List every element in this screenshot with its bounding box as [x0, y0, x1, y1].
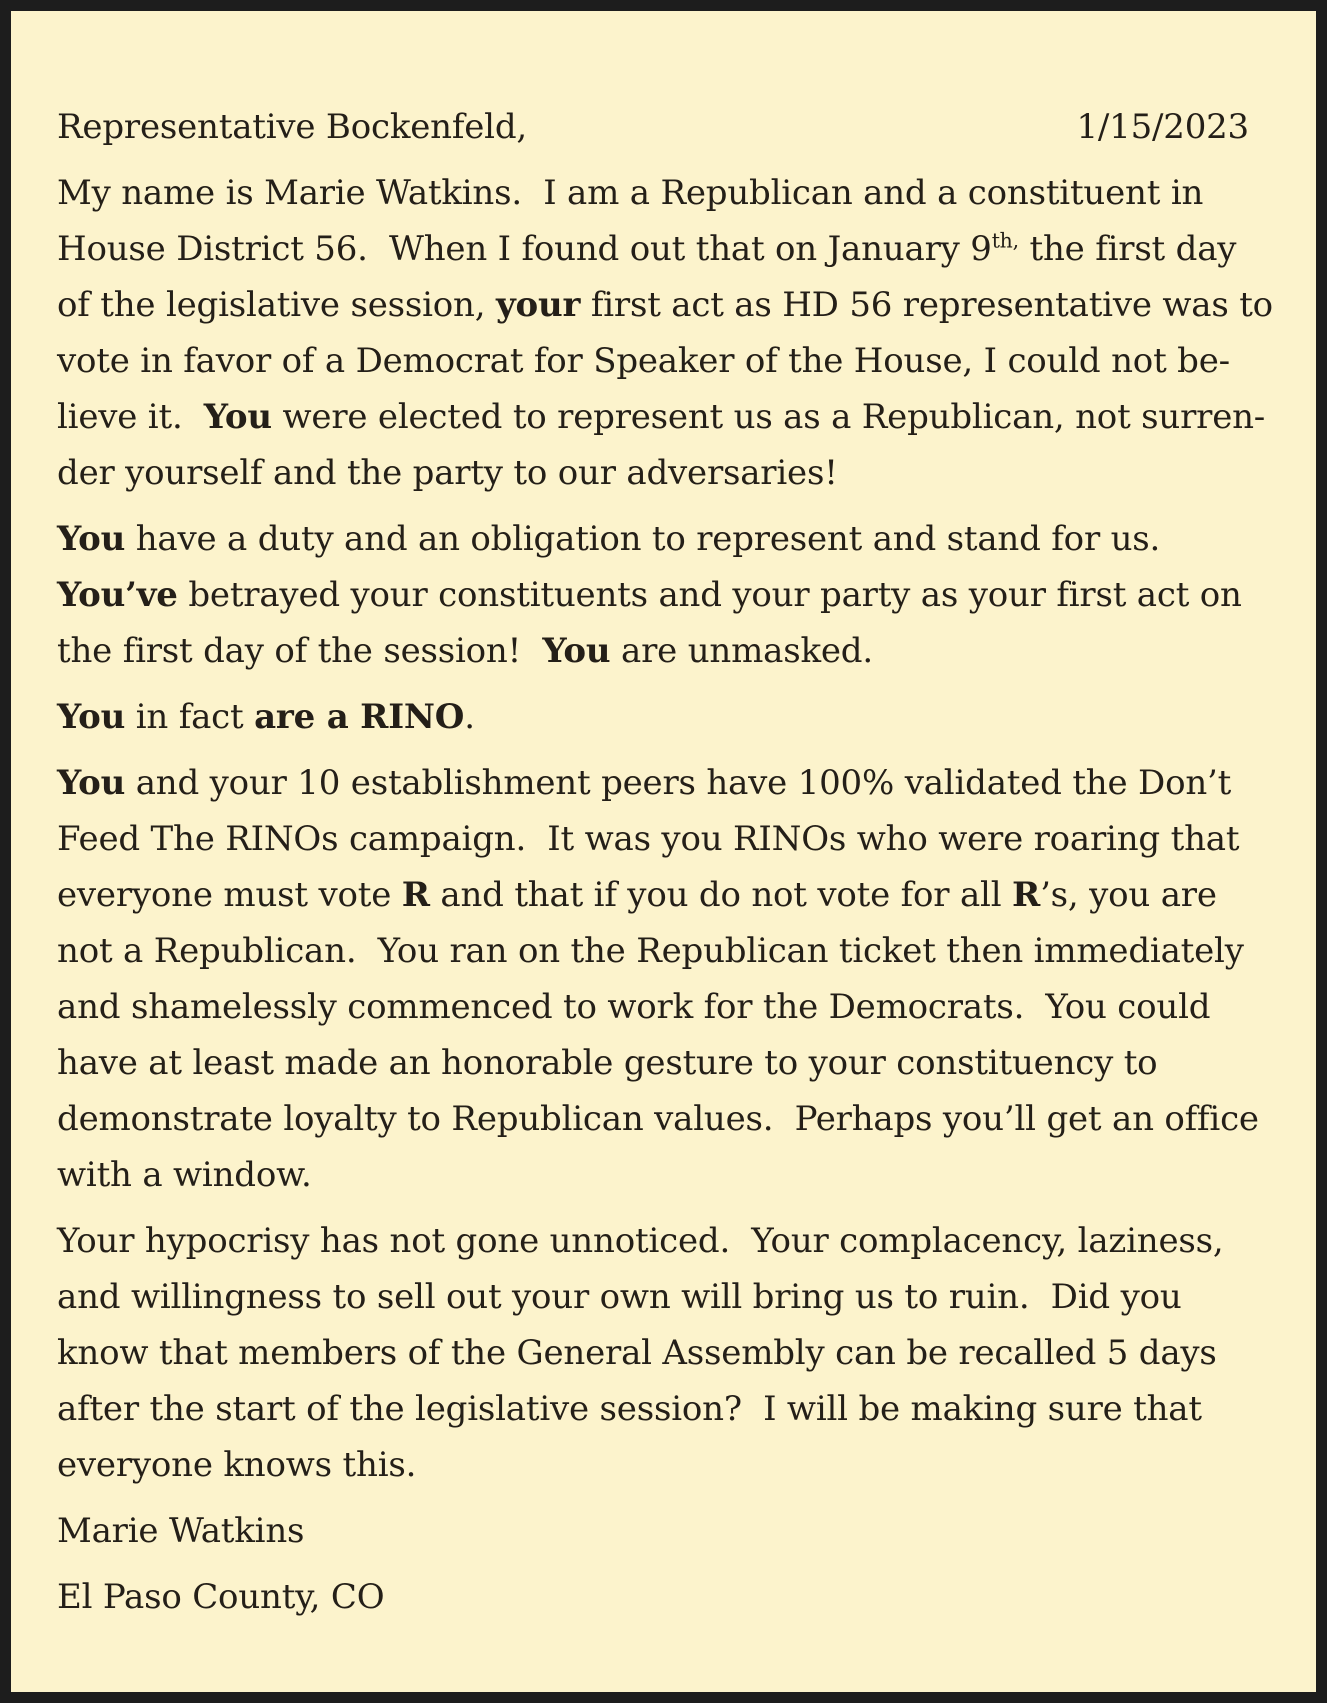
text-line: know that members of the General Assembly can be recalled 5 days: [57, 1333, 1217, 1373]
signature-block: [57, 1503, 1304, 1625]
text-line: You and your 10 establishment peers have 100% validated the Don’t: [57, 763, 1232, 803]
text-line: not a Republican. You ran on the Republican ticket then immediately: [57, 931, 1244, 971]
text-line: have at least made an honorable gesture to your constituency to: [57, 1043, 1158, 1083]
paragraph: [57, 511, 1304, 679]
text-line: demonstrate loyalty to Republican values. Perhaps you’ll get an office: [57, 1099, 1259, 1139]
paragraph: [57, 689, 1304, 745]
text-line: Your hypocrisy has not gone unnoticed. Your complacency, laziness,: [57, 1221, 1224, 1261]
text-line: and shamelessly commenced to work for the Democrats. You could: [57, 987, 1211, 1027]
paragraph: [57, 165, 1304, 501]
text-line: everyone must vote R and that if you do not vote for all R’s, you are: [57, 875, 1217, 915]
text-line: everyone knows this.: [57, 1445, 417, 1485]
text-line: and willingness to sell out your own will bring us to ruin. Did you: [57, 1277, 1182, 1317]
text-line: der yourself and the party to our adversaries!: [57, 453, 838, 493]
text-line: House District 56. When I found out that on January $9^{th,}$ the first day: [57, 228, 1237, 269]
text-line: after the start of the legislative session? I will be making sure that: [57, 1389, 1202, 1429]
letter-header: [57, 99, 1304, 155]
paragraph: [57, 755, 1304, 1203]
text-line: lieve it. You were elected to represent us as a Republican, not surren-: [57, 397, 1266, 437]
signature-line: Marie Watkins: [57, 1511, 305, 1551]
text-line: You have a duty and an obligation to represent and stand for us.: [57, 519, 1161, 559]
letter-body: [57, 165, 1304, 1493]
text-line: You in fact are a RINO.: [57, 697, 475, 737]
text-line: Feed The RINOs campaign. It was you RINOs who were roaring that: [57, 819, 1240, 859]
letter-date: 1/15/2023: [1076, 107, 1249, 147]
text-line: My name is Marie Watkins. I am a Republican and a constituent in: [57, 173, 1204, 213]
text-line: with a window.: [57, 1155, 312, 1195]
text-line: vote in favor of a Democrat for Speaker of the House, I could not be-: [57, 341, 1230, 381]
text-line: of the legislative session, your first act as HD 56 representative was to: [57, 285, 1273, 325]
paragraph: [57, 1213, 1304, 1493]
text-line: the first day of the session! You are unmasked.: [57, 631, 873, 671]
salutation: Representative Bockenfeld,: [57, 107, 528, 147]
signature-line: El Paso County, CO: [57, 1577, 385, 1617]
text-line: You’ve betrayed your constituents and your party as your first act on: [57, 575, 1242, 615]
